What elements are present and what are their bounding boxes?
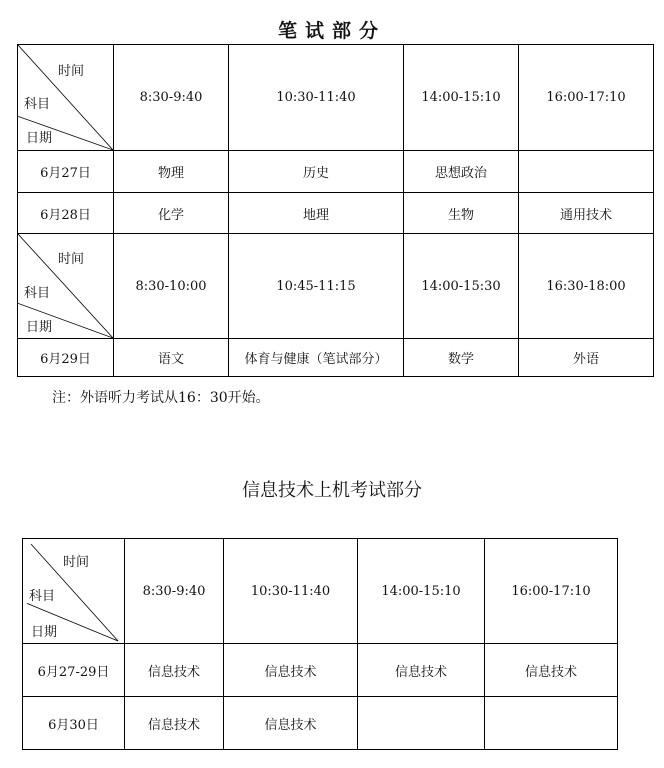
table-row: [18, 193, 654, 234]
date-cell: 6月28日: [18, 193, 114, 234]
corner-subject-label: 科目: [29, 589, 56, 604]
subject-cell: [358, 697, 485, 750]
time-header: 16:00-17:10: [519, 45, 654, 151]
subject-cell: 数学: [404, 339, 519, 377]
time-header: 8:30-9:40: [125, 539, 224, 644]
corner-header-cell: [23, 539, 125, 644]
subject-cell: [485, 697, 618, 750]
corner-subject-label: 科目: [24, 286, 51, 301]
time-header: 8:30-10:00: [114, 234, 229, 339]
subject-cell: 语文: [114, 339, 229, 377]
subject-cell: 思想政治: [404, 151, 519, 193]
time-header: 16:30-18:00: [519, 234, 654, 339]
subject-cell: 外语: [519, 339, 654, 377]
corner-time-label: 时间: [63, 555, 90, 570]
table-row: [23, 644, 618, 697]
subject-cell: 通用技术: [519, 193, 654, 234]
corner-date-label: 日期: [26, 320, 53, 335]
table-row: [18, 151, 654, 193]
corner-date-label: 日期: [31, 625, 58, 640]
corner-subject-label: 科目: [24, 97, 51, 112]
date-cell: 6月30日: [23, 697, 125, 750]
computer-exam-table: [22, 538, 618, 750]
time-header: 16:00-17:10: [485, 539, 618, 644]
written-exam-title: 笔试部分: [277, 20, 386, 42]
subject-cell: 物理: [114, 151, 229, 193]
listening-note: 注：外语听力考试从16：30开始。: [52, 390, 270, 406]
subject-cell: 体育与健康（笔试部分）: [229, 339, 404, 377]
time-header: 10:45-11:15: [229, 234, 404, 339]
table-header-row: [18, 45, 654, 151]
subject-cell: 信息技术: [224, 644, 358, 697]
time-header: 10:30-11:40: [229, 45, 404, 151]
table-header-row: [18, 234, 654, 339]
subject-cell: 信息技术: [224, 697, 358, 750]
subject-cell: 地理: [229, 193, 404, 234]
corner-header-cell: [18, 45, 114, 151]
corner-header-cell: [18, 234, 114, 339]
time-header: 14:00-15:10: [404, 45, 519, 151]
computer-exam-title: 信息技术上机考试部分: [242, 480, 422, 501]
subject-cell: 信息技术: [485, 644, 618, 697]
table-header-row: [23, 539, 618, 644]
time-header: 10:30-11:40: [224, 539, 358, 644]
subject-cell: 信息技术: [125, 644, 224, 697]
time-header: 14:00-15:10: [358, 539, 485, 644]
time-header: 14:00-15:30: [404, 234, 519, 339]
corner-time-label: 时间: [58, 252, 85, 267]
subject-cell: 信息技术: [125, 697, 224, 750]
table-row: [23, 697, 618, 750]
subject-cell: 历史: [229, 151, 404, 193]
subject-cell: 化学: [114, 193, 229, 234]
subject-cell: 生物: [404, 193, 519, 234]
subject-cell: 信息技术: [358, 644, 485, 697]
date-cell: 6月29日: [18, 339, 114, 377]
date-cell: 6月27-29日: [23, 644, 125, 697]
subject-cell: [519, 151, 654, 193]
time-header: 8:30-9:40: [114, 45, 229, 151]
table-row: [18, 339, 654, 377]
written-exam-table: [17, 44, 654, 377]
corner-time-label: 时间: [58, 64, 85, 79]
corner-date-label: 日期: [26, 131, 53, 146]
date-cell: 6月27日: [18, 151, 114, 193]
